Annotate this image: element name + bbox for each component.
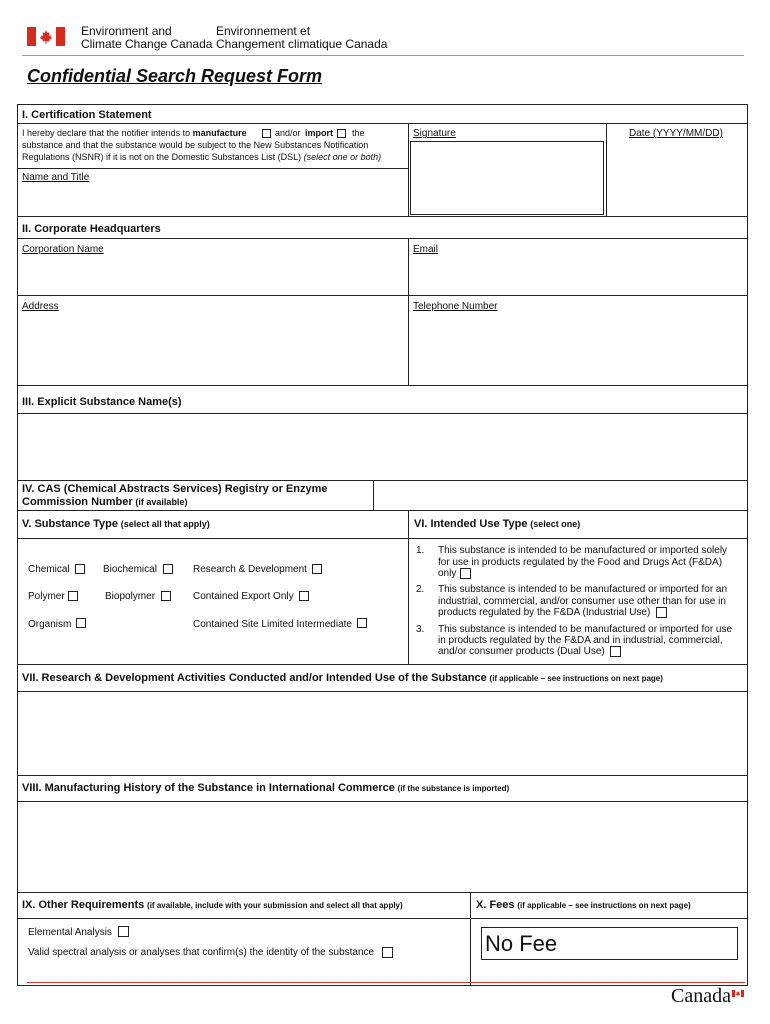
polymer-checkbox[interactable] bbox=[68, 591, 78, 601]
research-label: Research & Development bbox=[193, 564, 307, 575]
section-7-heading-row bbox=[22, 672, 663, 685]
import-label: import bbox=[305, 128, 333, 138]
cas-number-field[interactable] bbox=[375, 482, 746, 509]
section-5-note: (select all that apply) bbox=[120, 519, 210, 529]
select-note: (select one or both) bbox=[303, 152, 382, 162]
header-divider bbox=[22, 55, 744, 56]
use-1-line1: This substance is intended to be manufactured or imported solely bbox=[438, 545, 728, 556]
section-9-heading-row bbox=[22, 899, 403, 912]
manufacturing-history-field[interactable] bbox=[19, 803, 746, 891]
manufacture-checkbox[interactable] bbox=[262, 129, 271, 138]
signature-field[interactable] bbox=[410, 141, 604, 215]
section-4-heading-text: Commission Number bbox=[22, 496, 133, 508]
section-4-heading-line2 bbox=[22, 496, 187, 509]
use-1-checkbox[interactable] bbox=[460, 568, 471, 579]
organism-checkbox[interactable] bbox=[76, 618, 86, 628]
section-5-heading-row bbox=[22, 518, 210, 531]
export-only-checkbox[interactable] bbox=[299, 591, 309, 601]
fee-value: No Fee bbox=[485, 931, 558, 956]
polymer-label: Polymer bbox=[28, 591, 65, 602]
use-1-line2: for use in products regulated by the Food and Drugs Act (F&DA) bbox=[438, 557, 723, 568]
biopolymer-label: Biopolymer bbox=[105, 591, 156, 602]
section-6-heading-row bbox=[414, 518, 580, 531]
section-10-heading-row bbox=[476, 899, 691, 912]
section-3-heading: III. Explicit Substance Name(s) bbox=[22, 396, 182, 408]
site-intermediate-label: Contained Site Limited Intermediate bbox=[193, 619, 352, 630]
corporation-name-field[interactable] bbox=[19, 258, 406, 294]
dept-fr-line2: Changement climatique Canada bbox=[216, 37, 388, 51]
use-2-line1: This substance is intended to be manufactured or imported for an bbox=[438, 584, 728, 595]
biopolymer-checkbox[interactable] bbox=[161, 591, 171, 601]
chemical-label: Chemical bbox=[28, 564, 70, 575]
date-field[interactable] bbox=[608, 142, 746, 215]
use-3-line1: This substance is intended to be manufactured or imported for use bbox=[438, 624, 733, 635]
section-6-note: (select one) bbox=[530, 519, 581, 529]
fee-field[interactable] bbox=[481, 927, 738, 960]
section-5-heading: V. Substance Type bbox=[22, 518, 118, 530]
use-2-line2: industrial, commercial, and/or consumer use other than for use in bbox=[438, 596, 726, 607]
canada-flag-icon bbox=[27, 27, 65, 46]
section-1-heading: I. Certification Statement bbox=[22, 109, 152, 121]
signature-label: Signature bbox=[413, 128, 456, 139]
address-label: Address bbox=[22, 301, 59, 312]
section-9-heading: IX. Other Requirements bbox=[22, 899, 145, 911]
canada-wordmark-text: Canada bbox=[671, 985, 731, 1007]
research-checkbox[interactable] bbox=[312, 564, 322, 574]
dept-fr-line1: Environnement et bbox=[216, 24, 311, 38]
form-title: Confidential Search Request Form bbox=[27, 66, 323, 86]
use-3-number: 3. bbox=[416, 624, 425, 635]
use-2-checkbox[interactable] bbox=[656, 607, 667, 618]
biochemical-label: Biochemical bbox=[103, 564, 157, 575]
elemental-analysis-checkbox[interactable] bbox=[118, 926, 129, 937]
section-8-heading: VIII. Manufacturing History of the Substance in International Commerce bbox=[22, 782, 395, 794]
name-title-label: Name and Title bbox=[22, 172, 90, 183]
section-4-heading-line1: IV. CAS (Chemical Abstracts Services) Registry or Enzyme bbox=[22, 483, 328, 495]
section-4-note: (if available) bbox=[135, 497, 188, 507]
section-8-note: (if the substance is imported) bbox=[397, 784, 510, 793]
the-label: the bbox=[352, 128, 365, 138]
certification-line2: substance and that the substance would be subject to the New Substances Notification bbox=[22, 140, 369, 150]
name-title-field[interactable] bbox=[19, 186, 406, 215]
import-checkbox[interactable] bbox=[337, 129, 346, 138]
address-field[interactable] bbox=[19, 315, 406, 384]
telephone-field[interactable] bbox=[410, 315, 746, 384]
certification-line3-text: Regulations (NSNR) if it is not on the Domestic Substances List (DSL) bbox=[22, 152, 302, 162]
dept-en-line2: Climate Change Canada bbox=[81, 37, 213, 51]
organism-label: Organism bbox=[28, 619, 72, 630]
use-3-line3: and/or consumer products (Dual Use) bbox=[438, 646, 605, 657]
dept-en-line1: Environment and bbox=[81, 24, 172, 38]
canada-wordmark bbox=[671, 985, 731, 1007]
footer-divider bbox=[27, 982, 745, 983]
telephone-label: Telephone Number bbox=[413, 301, 498, 312]
certification-line3 bbox=[22, 152, 381, 163]
email-field[interactable] bbox=[410, 258, 746, 294]
certification-line1 bbox=[22, 128, 247, 139]
use-2-line3: products regulated by the F&DA (Industrial Use) bbox=[438, 607, 651, 618]
rd-activities-field[interactable] bbox=[19, 693, 746, 774]
section-8-heading-row bbox=[22, 782, 509, 795]
use-3-checkbox[interactable] bbox=[610, 646, 621, 657]
section-7-note: (if applicable – see instructions on next page) bbox=[489, 674, 663, 683]
use-3-line2: in products regulated by the F&DA and in industrial, commercial, bbox=[438, 635, 723, 646]
section-2-heading: II. Corporate Headquarters bbox=[22, 223, 161, 235]
email-label: Email bbox=[413, 244, 439, 255]
section-9-note: (if available, include with your submission and select all that apply) bbox=[147, 901, 403, 910]
certification-text: I hereby declare that the notifier intends to bbox=[22, 128, 191, 138]
section-6-heading: VI. Intended Use Type bbox=[414, 518, 528, 530]
corporation-name-label: Corporation Name bbox=[22, 244, 104, 255]
section-10-note: (if applicable – see instructions on next page) bbox=[517, 901, 691, 910]
section-7-heading: VII. Research & Development Activities Conducted and/or Intended Use of the Substance bbox=[22, 672, 487, 684]
elemental-analysis-label: Elemental Analysis bbox=[28, 927, 112, 938]
site-intermediate-checkbox[interactable] bbox=[357, 618, 367, 628]
wordmark-flag-icon bbox=[732, 984, 744, 991]
export-only-label: Contained Export Only bbox=[193, 591, 294, 602]
manufacture-label: manufacture bbox=[192, 128, 247, 138]
spectral-analysis-checkbox[interactable] bbox=[382, 947, 393, 958]
use-1-line3: only bbox=[438, 568, 457, 579]
use-2-number: 2. bbox=[416, 584, 425, 595]
biochemical-checkbox[interactable] bbox=[163, 564, 173, 574]
use-1-number: 1. bbox=[416, 545, 425, 556]
spectral-analysis-label: Valid spectral analysis or analyses that confirm(s) the identity of the substance bbox=[28, 947, 375, 958]
chemical-checkbox[interactable] bbox=[75, 564, 85, 574]
section-10-heading: X. Fees bbox=[476, 899, 515, 911]
date-label: Date (YYYY/MM/DD) bbox=[629, 128, 723, 139]
andor-label: and/or bbox=[275, 128, 301, 138]
substance-name-field[interactable] bbox=[19, 415, 746, 479]
